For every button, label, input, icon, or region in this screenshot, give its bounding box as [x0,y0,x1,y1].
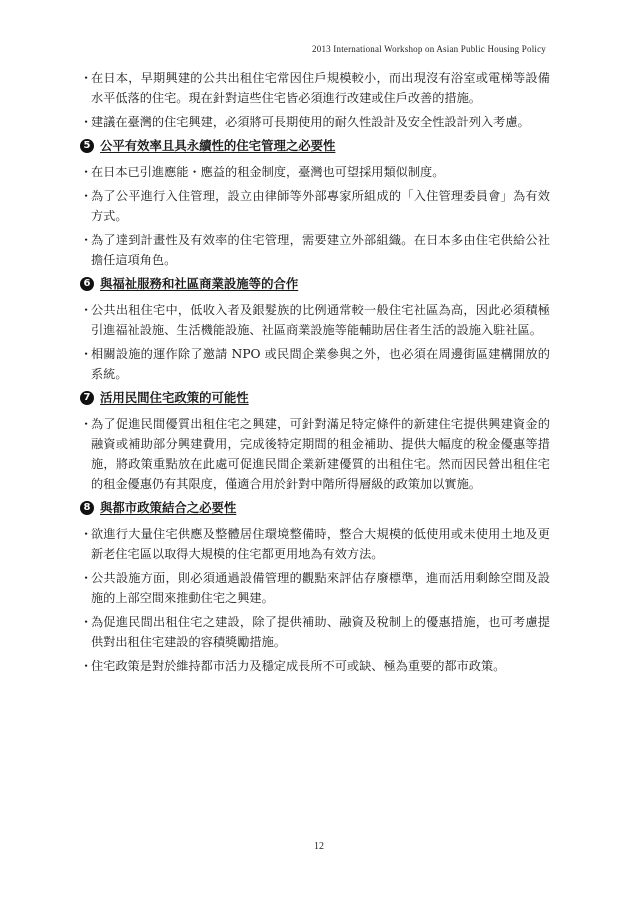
bullet-marker: ・ [80,233,93,247]
section-title: 公平有效率且具永續性的住宅管理之必要性 [100,138,336,153]
paragraph-text: 住宅政策是對於維持都市活力及穩定成長所不可或缺、極為重要的都市政策。 [91,659,506,673]
paragraph [80,524,550,564]
paragraph-text: 公共出租住宅中，低收入者及銀髮族的比例通常較一般住宅社區為高，因此必須積極引進福祉設施、生活機能設施、社區商業設施等能輔助居住者生活的設施入駐社區。 [91,303,550,337]
section-heading [80,136,550,156]
paragraph-text: 為了公平進行入住管理，設立由律師等外部專家所組成的「入住管理委員會」為有效方式。 [91,189,550,223]
bullet-marker: ・ [80,527,93,541]
paragraph [80,612,550,652]
section-number-badge: 7 [80,391,94,405]
section-title: 活用民間住宅政策的可能性 [100,390,249,405]
paragraph-text: 為了達到計畫性及有效率的住宅管理，需要建立外部組織。在日本多由住宅供給公社擔任這項角色。 [91,233,550,267]
paragraph-text: 相關設施的運作除了邀請 NPO 或民間企業參與之外，也必須在周邊街區建構開放的系統。 [91,347,550,381]
paragraph [80,112,550,132]
paragraph [80,230,550,270]
bullet-marker: ・ [80,189,93,203]
bullet-marker: ・ [80,115,93,129]
paragraph [80,414,550,494]
page-number: 12 [314,841,324,852]
section-heading [80,388,550,408]
paragraph [80,300,550,340]
section-number-badge: 5 [80,139,94,153]
bullet-marker: ・ [80,659,93,673]
paragraph [80,344,550,384]
paragraph-text: 為了促進民間優質出租住宅之興建，可針對滿足特定條件的新建住宅提供興建資金的融資或補助部分興建費用，完成後特定期間的租金補助、提供大幅度的稅金優惠等措施，將政策重點放在此處可促進民間企業新建優質的出租住宅。然而因民營出租住宅的租金優惠仍有其限度，僅適合用於針對中階所得層級的政策加以實施。 [91,417,550,491]
bullet-marker: ・ [80,347,93,361]
paragraph-text: 欲進行大量住宅供應及整體居住環境整備時，整合大規模的低使用或未使用土地及更新老住宅區以取得大規模的住宅都更用地為有效方法。 [91,527,550,561]
bullet-marker: ・ [80,417,93,431]
section-heading [80,498,550,518]
paragraph-text: 建議在臺灣的住宅興建，必須將可長期使用的耐久性設計及安全性設計列入考慮。 [91,115,530,129]
paragraph-text: 在日本，早期興建的公共出租住宅常因住戶規模較小，而出現沒有浴室或電梯等設備水平低落的住宅。現在針對這些住宅皆必須進行改建或住戶改善的措施。 [91,71,550,105]
paragraph-text: 在日本已引進應能・應益的租金制度，臺灣也可望採用類似制度。 [91,165,445,179]
paragraph-text: 為促進民間出租住宅之建設，除了提供補助、融資及稅制上的優惠措施，也可考慮提供對出租住宅建設的容積獎勵措施。 [91,615,550,649]
paragraph [80,568,550,608]
paragraph [80,162,550,182]
bullet-marker: ・ [80,165,93,179]
section-title: 與福祉服務和社區商業設施等的合作 [100,276,299,291]
bullet-marker: ・ [80,571,93,585]
paragraph-text: 公共設施方面，則必須通過設備管理的觀點來評估存廢標準，進而活用剩餘空間及設施的上部空間來推動住宅之興建。 [91,571,550,605]
section-number-badge: 8 [80,501,94,515]
running-header: 2013 International Workshop on Asian Public Housing Policy [312,44,546,54]
paragraph [80,68,550,108]
bullet-marker: ・ [80,71,93,85]
section-number-badge: 6 [80,277,94,291]
section-heading [80,274,550,294]
bullet-marker: ・ [80,303,93,317]
paragraph [80,186,550,226]
bullet-marker: ・ [80,615,93,629]
document-body [80,68,550,680]
section-title: 與都市政策結合之必要性 [100,500,237,515]
paragraph [80,656,550,676]
